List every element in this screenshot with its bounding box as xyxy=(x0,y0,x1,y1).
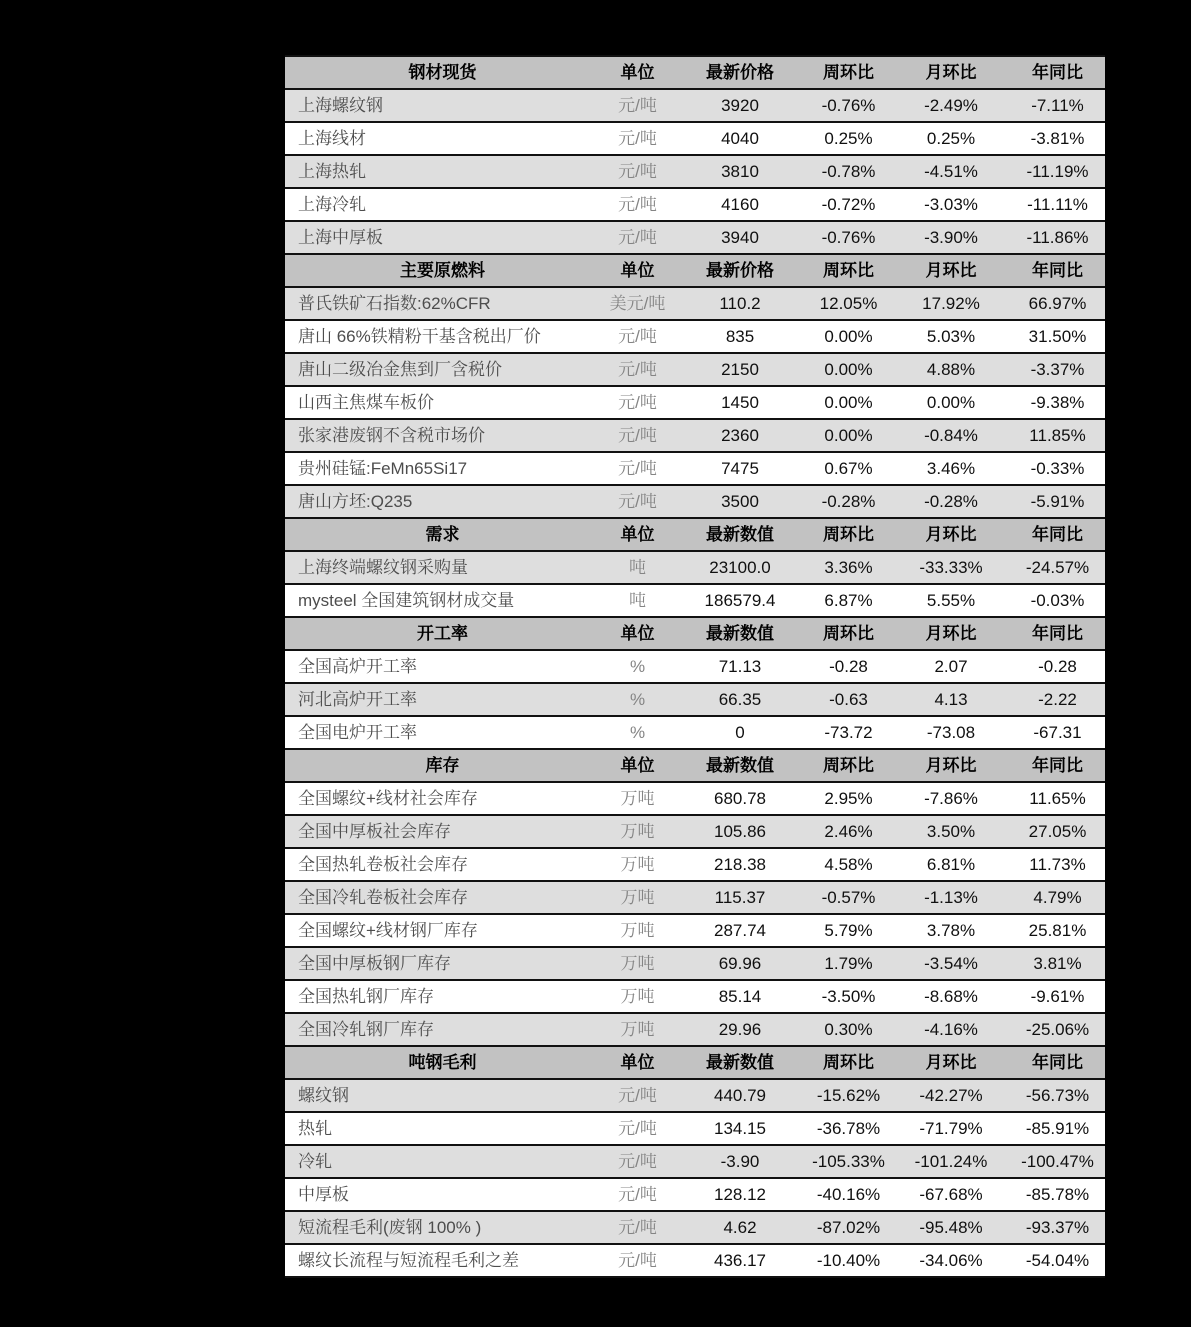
col-header-mom: 月环比 xyxy=(925,261,977,280)
wow-cell: 0.67% xyxy=(824,459,873,478)
mom-cell: -3.03% xyxy=(924,195,978,214)
unit-cell: 元/吨 xyxy=(618,228,657,247)
section-header-row xyxy=(285,57,1105,90)
indicator-name-cell: 上海冷轧 xyxy=(298,195,366,214)
col-header-value: 最新数值 xyxy=(706,624,774,643)
indicator-name-cell: 山西主焦煤车板价 xyxy=(298,393,434,412)
indicator-name-cell: 螺纹钢 xyxy=(298,1086,349,1105)
mom-cell: -4.51% xyxy=(924,162,978,181)
yoy-cell: -54.04% xyxy=(1025,1251,1090,1270)
indicator-name-cell: 全国热轧钢厂库存 xyxy=(298,987,434,1006)
wow-cell: 0.00% xyxy=(824,393,873,412)
unit-cell: 元/吨 xyxy=(618,96,657,115)
indicator-name-cell: 唐山二级冶金焦到厂含税价 xyxy=(298,360,502,379)
wow-cell: 0.25% xyxy=(824,129,873,148)
table-row xyxy=(285,915,1105,948)
col-header-unit: 单位 xyxy=(620,525,655,544)
unit-cell: 吨 xyxy=(629,591,646,610)
table-row xyxy=(285,387,1105,420)
value-cell: 2360 xyxy=(721,426,759,445)
yoy-cell: -85.91% xyxy=(1025,1119,1090,1138)
col-header-value: 最新数值 xyxy=(706,525,774,544)
unit-cell: 元/吨 xyxy=(618,1119,657,1138)
section-header-row xyxy=(285,750,1105,783)
value-cell: 69.96 xyxy=(718,954,762,973)
indicator-name-cell: 全国冷轧钢厂库存 xyxy=(298,1020,434,1039)
yoy-cell: -2.22 xyxy=(1038,690,1077,709)
indicator-name-cell: 短流程毛利(废钢 100% ) xyxy=(298,1218,482,1237)
mom-cell: 3.50% xyxy=(926,822,976,841)
indicator-name-cell: 唐山 66%铁精粉干基含税出厂价 xyxy=(298,327,541,346)
indicator-name-cell: 全国热轧卷板社会库存 xyxy=(298,855,468,874)
wow-cell: -0.78% xyxy=(821,162,876,181)
unit-cell: 万吨 xyxy=(620,888,655,907)
wow-cell: 6.87% xyxy=(824,591,873,610)
section-header-row xyxy=(285,618,1105,651)
table-row xyxy=(285,783,1105,816)
value-cell: 186579.4 xyxy=(704,591,776,610)
col-header-unit: 单位 xyxy=(620,261,655,280)
unit-cell: 元/吨 xyxy=(618,327,657,346)
col-header-yoy: 年同比 xyxy=(1032,1053,1083,1072)
yoy-cell: -100.47% xyxy=(1021,1152,1094,1171)
unit-cell: 万吨 xyxy=(620,855,655,874)
mom-cell: -7.86% xyxy=(924,789,978,808)
mom-cell: -3.90% xyxy=(924,228,978,247)
indicator-name-cell: 普氏铁矿石指数:62%CFR xyxy=(298,294,491,313)
indicator-name-cell: 全国中厚板社会库存 xyxy=(298,822,451,841)
value-cell: 0 xyxy=(735,723,745,742)
mom-cell: 0.25% xyxy=(926,129,976,148)
wow-cell: 2.46% xyxy=(824,822,873,841)
table-row xyxy=(285,354,1105,387)
value-cell: 66.35 xyxy=(718,690,762,709)
value-cell: 3920 xyxy=(721,96,759,115)
unit-cell: 元/吨 xyxy=(618,1218,657,1237)
section-header-row xyxy=(285,255,1105,288)
section-header-row xyxy=(285,519,1105,552)
indicator-name-cell: 唐山方坯:Q235 xyxy=(298,492,413,511)
value-cell: 4040 xyxy=(721,129,759,148)
wow-cell: -40.16% xyxy=(816,1185,881,1204)
yoy-cell: -25.06% xyxy=(1025,1020,1090,1039)
mom-cell: 0.00% xyxy=(926,393,976,412)
indicator-name-cell: 贵州硅锰:FeMn65Si17 xyxy=(298,459,468,478)
indicator-name-cell: 全国螺纹+线材社会库存 xyxy=(298,789,478,808)
yoy-cell: 27.05% xyxy=(1028,822,1087,841)
indicator-name-cell: 全国螺纹+线材钢厂库存 xyxy=(298,921,478,940)
table-row xyxy=(285,123,1105,156)
unit-cell: 美元/吨 xyxy=(609,294,666,313)
indicator-name-cell: 上海热轧 xyxy=(298,162,366,181)
col-header-mom: 月环比 xyxy=(925,1053,977,1072)
yoy-cell: -9.61% xyxy=(1030,987,1085,1006)
section-title-cell: 主要原燃料 xyxy=(400,261,485,280)
indicator-name-cell: 张家港废钢不含税市场价 xyxy=(298,426,485,445)
wow-cell: -0.57% xyxy=(821,888,876,907)
value-cell: -3.90 xyxy=(720,1152,760,1171)
unit-cell: 元/吨 xyxy=(618,426,657,445)
indicator-name-cell: 螺纹长流程与短流程毛利之差 xyxy=(298,1251,519,1270)
table-row xyxy=(285,552,1105,585)
wow-cell: 3.36% xyxy=(824,558,873,577)
value-cell: 440.79 xyxy=(714,1086,766,1105)
value-cell: 3810 xyxy=(721,162,759,181)
unit-cell: 元/吨 xyxy=(618,459,657,478)
mom-cell: -101.24% xyxy=(914,1152,988,1171)
section-title-cell: 开工率 xyxy=(417,624,468,643)
wow-cell: 0.00% xyxy=(824,360,873,379)
yoy-cell: -11.86% xyxy=(1026,228,1089,247)
table-row xyxy=(285,288,1105,321)
mom-cell: 17.92% xyxy=(922,294,980,313)
unit-cell: 元/吨 xyxy=(618,1185,657,1204)
yoy-cell: -3.81% xyxy=(1030,129,1085,148)
yoy-cell: -11.19% xyxy=(1026,162,1089,181)
indicator-name-cell: 上海线材 xyxy=(298,129,366,148)
mom-cell: -34.06% xyxy=(919,1251,983,1270)
mom-cell: -42.27% xyxy=(919,1086,983,1105)
indicator-name-cell: 上海终端螺纹钢采购量 xyxy=(298,558,468,577)
value-cell: 29.96 xyxy=(718,1020,762,1039)
yoy-cell: 4.79% xyxy=(1033,888,1082,907)
yoy-cell: -7.11% xyxy=(1031,96,1084,115)
unit-cell: 元/吨 xyxy=(618,195,657,214)
table-row xyxy=(285,816,1105,849)
mom-cell: -1.13% xyxy=(924,888,978,907)
col-header-mom: 月环比 xyxy=(925,756,977,775)
value-cell: 680.78 xyxy=(714,789,766,808)
indicator-name-cell: mysteel 全国建筑钢材成交量 xyxy=(298,591,515,610)
table-row xyxy=(285,1212,1105,1245)
col-header-mom: 月环比 xyxy=(925,63,977,82)
table-row xyxy=(285,90,1105,123)
col-header-wow: 周环比 xyxy=(823,756,874,775)
wow-cell: 2.95% xyxy=(824,789,873,808)
col-header-unit: 单位 xyxy=(620,624,655,643)
col-header-yoy: 年同比 xyxy=(1032,624,1083,643)
col-header-yoy: 年同比 xyxy=(1032,525,1083,544)
value-cell: 7475 xyxy=(721,459,759,478)
wow-cell: 0.00% xyxy=(824,327,873,346)
yoy-cell: 3.81% xyxy=(1033,954,1082,973)
wow-cell: -3.50% xyxy=(821,987,876,1006)
table-row xyxy=(285,651,1105,684)
col-header-mom: 月环比 xyxy=(925,525,977,544)
table-row xyxy=(285,1179,1105,1212)
value-cell: 134.15 xyxy=(714,1119,766,1138)
wow-cell: -36.78% xyxy=(816,1119,881,1138)
value-cell: 115.37 xyxy=(714,888,766,907)
table-row xyxy=(285,882,1105,915)
unit-cell: 元/吨 xyxy=(618,1086,657,1105)
steel-data-table xyxy=(285,55,1105,1278)
value-cell: 1450 xyxy=(721,393,759,412)
table-row xyxy=(285,1245,1105,1278)
col-header-wow: 周环比 xyxy=(823,624,874,643)
value-cell: 110.2 xyxy=(719,294,761,313)
table-row xyxy=(285,1080,1105,1113)
unit-cell: 万吨 xyxy=(620,789,655,808)
mom-cell: 3.46% xyxy=(926,459,976,478)
value-cell: 71.13 xyxy=(718,657,762,676)
wow-cell: -10.40% xyxy=(816,1251,881,1270)
unit-cell: 万吨 xyxy=(620,822,655,841)
value-cell: 23100.0 xyxy=(709,558,771,577)
value-cell: 4.62 xyxy=(723,1218,757,1237)
table-row xyxy=(285,222,1105,255)
col-header-yoy: 年同比 xyxy=(1032,63,1083,82)
table-row xyxy=(285,948,1105,981)
yoy-cell: -0.33% xyxy=(1030,459,1085,478)
wow-cell: -0.76% xyxy=(821,228,876,247)
unit-cell: 吨 xyxy=(629,558,646,577)
mom-cell: -71.79% xyxy=(919,1119,983,1138)
yoy-cell: 25.81% xyxy=(1028,921,1087,940)
table-row xyxy=(285,1146,1105,1179)
mom-cell: -3.54% xyxy=(924,954,978,973)
indicator-name-cell: 上海中厚板 xyxy=(298,228,383,247)
unit-cell: % xyxy=(629,723,646,742)
col-header-unit: 单位 xyxy=(620,756,655,775)
mom-cell: -33.33% xyxy=(919,558,983,577)
section-title-cell: 库存 xyxy=(425,756,460,775)
mom-cell: -67.68% xyxy=(919,1185,983,1204)
mom-cell: 4.13 xyxy=(934,690,968,709)
value-cell: 218.38 xyxy=(714,855,766,874)
table-row xyxy=(285,585,1105,618)
mom-cell: -0.28% xyxy=(924,492,978,511)
unit-cell: 万吨 xyxy=(620,987,655,1006)
col-header-value: 最新价格 xyxy=(706,63,774,82)
wow-cell: 4.58% xyxy=(824,855,873,874)
section-title-cell: 需求 xyxy=(425,525,460,544)
yoy-cell: 11.73% xyxy=(1029,855,1086,874)
mom-cell: 5.55% xyxy=(926,591,976,610)
mom-cell: 3.78% xyxy=(926,921,976,940)
wow-cell: -0.76% xyxy=(821,96,876,115)
unit-cell: 元/吨 xyxy=(618,129,657,148)
mom-cell: -4.16% xyxy=(924,1020,978,1039)
table-row xyxy=(285,684,1105,717)
wow-cell: -15.62% xyxy=(816,1086,881,1105)
col-header-yoy: 年同比 xyxy=(1032,261,1083,280)
yoy-cell: 11.85% xyxy=(1029,426,1086,445)
table-row xyxy=(285,486,1105,519)
yoy-cell: 66.97% xyxy=(1028,294,1087,313)
yoy-cell: -67.31 xyxy=(1033,723,1082,742)
unit-cell: 万吨 xyxy=(620,921,655,940)
yoy-cell: -24.57% xyxy=(1025,558,1090,577)
value-cell: 128.12 xyxy=(714,1185,766,1204)
mom-cell: -0.84% xyxy=(924,426,978,445)
unit-cell: 万吨 xyxy=(620,1020,655,1039)
unit-cell: 元/吨 xyxy=(618,162,657,181)
yoy-cell: -0.03% xyxy=(1030,591,1085,610)
wow-cell: 1.79% xyxy=(824,954,873,973)
col-header-wow: 周环比 xyxy=(823,525,874,544)
table-row xyxy=(285,717,1105,750)
unit-cell: 元/吨 xyxy=(618,1152,657,1171)
wow-cell: -0.28 xyxy=(829,657,868,676)
yoy-cell: -56.73% xyxy=(1025,1086,1090,1105)
wow-cell: 0.30% xyxy=(824,1020,873,1039)
wow-cell: 5.79% xyxy=(824,921,873,940)
indicator-name-cell: 全国高炉开工率 xyxy=(298,657,417,676)
col-header-value: 最新数值 xyxy=(706,1053,774,1072)
unit-cell: 元/吨 xyxy=(618,492,657,511)
mom-cell: -8.68% xyxy=(924,987,978,1006)
unit-cell: 元/吨 xyxy=(618,360,657,379)
table-row xyxy=(285,849,1105,882)
table-row xyxy=(285,453,1105,486)
yoy-cell: -93.37% xyxy=(1025,1218,1090,1237)
table-row xyxy=(285,321,1105,354)
yoy-cell: -9.38% xyxy=(1030,393,1085,412)
col-header-unit: 单位 xyxy=(620,63,655,82)
table-row xyxy=(285,1014,1105,1047)
mom-cell: 2.07 xyxy=(934,657,968,676)
indicator-name-cell: 冷轧 xyxy=(298,1152,332,1171)
mom-cell: -2.49% xyxy=(924,96,978,115)
value-cell: 3500 xyxy=(721,492,759,511)
table-row xyxy=(285,981,1105,1014)
indicator-name-cell: 中厚板 xyxy=(298,1185,349,1204)
value-cell: 3940 xyxy=(721,228,759,247)
wow-cell: -73.72 xyxy=(824,723,873,742)
section-header-row xyxy=(285,1047,1105,1080)
wow-cell: -0.63 xyxy=(829,690,868,709)
col-header-wow: 周环比 xyxy=(823,1053,874,1072)
value-cell: 835 xyxy=(725,327,755,346)
yoy-cell: -11.11% xyxy=(1027,195,1088,214)
col-header-unit: 单位 xyxy=(620,1053,655,1072)
col-header-yoy: 年同比 xyxy=(1032,756,1083,775)
mom-cell: -73.08 xyxy=(926,723,976,742)
col-header-value: 最新数值 xyxy=(706,756,774,775)
yoy-cell: -5.91% xyxy=(1030,492,1085,511)
wow-cell: -0.28% xyxy=(821,492,876,511)
table-row xyxy=(285,420,1105,453)
wow-cell: -87.02% xyxy=(816,1218,881,1237)
mom-cell: -95.48% xyxy=(919,1218,983,1237)
indicator-name-cell: 河北高炉开工率 xyxy=(298,690,417,709)
table-row xyxy=(285,189,1105,222)
value-cell: 2150 xyxy=(721,360,759,379)
indicator-name-cell: 全国中厚板钢厂库存 xyxy=(298,954,451,973)
value-cell: 4160 xyxy=(721,195,759,214)
yoy-cell: 31.50% xyxy=(1028,327,1087,346)
wow-cell: 0.00% xyxy=(824,426,873,445)
col-header-wow: 周环比 xyxy=(823,63,874,82)
table-row xyxy=(285,156,1105,189)
mom-cell: 6.81% xyxy=(926,855,976,874)
section-title-cell: 吨钢毛利 xyxy=(408,1053,477,1072)
unit-cell: % xyxy=(629,690,646,709)
unit-cell: 元/吨 xyxy=(618,1251,657,1270)
col-header-mom: 月环比 xyxy=(925,624,977,643)
mom-cell: 4.88% xyxy=(926,360,976,379)
value-cell: 436.17 xyxy=(714,1251,766,1270)
yoy-cell: -0.28 xyxy=(1038,657,1077,676)
section-title-cell: 钢材现货 xyxy=(408,63,477,82)
indicator-name-cell: 全国冷轧卷板社会库存 xyxy=(298,888,468,907)
wow-cell: -0.72% xyxy=(821,195,876,214)
col-header-wow: 周环比 xyxy=(823,261,874,280)
indicator-name-cell: 上海螺纹钢 xyxy=(298,96,383,115)
indicator-name-cell: 全国电炉开工率 xyxy=(298,723,417,742)
yoy-cell: -3.37% xyxy=(1030,360,1085,379)
col-header-value: 最新价格 xyxy=(706,261,774,280)
value-cell: 287.74 xyxy=(714,921,766,940)
value-cell: 85.14 xyxy=(718,987,762,1006)
wow-cell: 12.05% xyxy=(819,294,878,313)
wow-cell: -105.33% xyxy=(812,1152,885,1171)
table-row xyxy=(285,1113,1105,1146)
yoy-cell: 11.65% xyxy=(1029,789,1086,808)
value-cell: 105.86 xyxy=(714,822,766,841)
yoy-cell: -85.78% xyxy=(1025,1185,1090,1204)
indicator-name-cell: 热轧 xyxy=(298,1119,332,1138)
mom-cell: 5.03% xyxy=(926,327,976,346)
unit-cell: 万吨 xyxy=(620,954,655,973)
unit-cell: % xyxy=(629,657,646,676)
unit-cell: 元/吨 xyxy=(618,393,657,412)
